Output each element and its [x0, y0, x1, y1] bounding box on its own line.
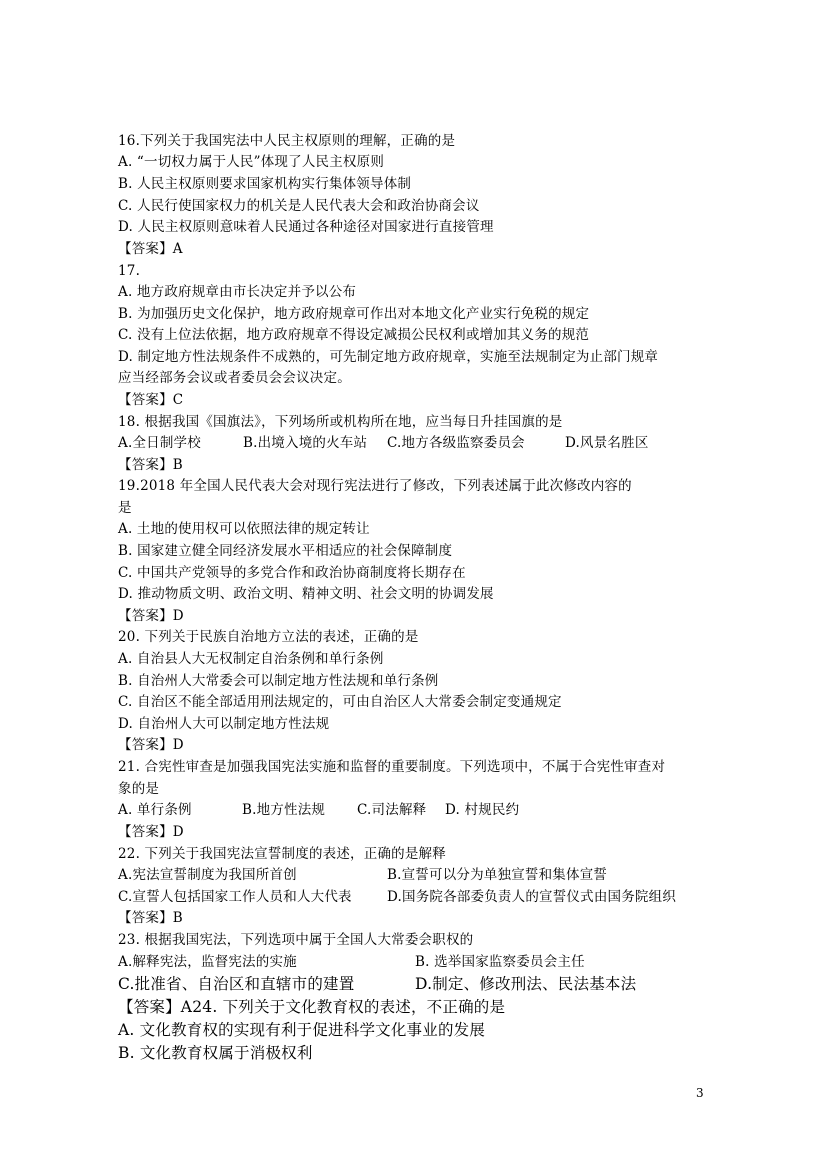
q16-answer: 【答案】A: [118, 241, 183, 257]
q24-option-b: B. 文化教育权属于消极权利: [118, 1044, 313, 1062]
q20-option-d: D. 自治州人大可以制定地方性法规: [118, 716, 330, 732]
q22-option-a: A.宪法宣誓制度为我国所首创: [118, 867, 297, 883]
q22-answer: 【答案】B: [118, 910, 183, 926]
q23-option-c: C.批准省、自治区和直辖市的建置: [118, 975, 355, 993]
q19-option-c: C. 中国共产党领导的多党合作和政治协商制度将长期存在: [118, 565, 466, 581]
q22-option-c: C.宣誓人包括国家工作人员和人大代表: [118, 889, 352, 905]
q23-stem: 23. 根据我国宪法，下列选项中属于全国人大常委会职权的: [118, 932, 474, 948]
q19-option-a: A. 土地的使用权可以依照法律的规定转让: [118, 521, 370, 537]
q18-answer: 【答案】B: [118, 457, 183, 473]
q16-stem: 16.下列关于我国宪法中人民主权原则的理解，正确的是: [118, 133, 456, 149]
q21-answer: 【答案】D: [118, 824, 184, 840]
q18-option-b: B.出境入境的火车站: [243, 435, 368, 451]
q17-option-a: A. 地方政府规章由市长决定并予以公布: [118, 284, 357, 300]
q17-option-b: B. 为加强历史文化保护，地方政府规章可作出对本地文化产业实行免税的规定: [118, 306, 590, 322]
q20-option-b: B. 自治州人大常委会可以制定地方性法规和单行条例: [118, 673, 439, 689]
q20-stem: 20. 下列关于民族自治地方立法的表述，正确的是: [118, 629, 419, 645]
q19-stem: 19.2018 年全国人民代表大会对现行宪法进行了修改，下列表述属于此次修改内容的: [118, 478, 632, 494]
q22-option-b: B.宣誓可以分为单独宣誓和集体宣誓: [387, 867, 608, 883]
q16-option-d: D. 人民主权原则意味着人民通过各种途径对国家进行直接管理: [118, 219, 494, 235]
q23-option-a: A.解释宪法，监督宪法的实施: [118, 954, 297, 970]
q21-option-d: D. 村规民约: [445, 802, 520, 818]
q18-option-c: C.地方各级监察委员会: [387, 435, 525, 451]
page-number: 3: [696, 1086, 704, 1100]
q22-stem: 22. 下列关于我国宪法宣誓制度的表述，正确的是解释: [118, 846, 446, 862]
q23-option-d: D.制定、修改刑法、民法基本法: [415, 975, 637, 993]
q19-stem-cont: 是: [118, 500, 132, 516]
q19-option-b: B. 国家建立健全同经济发展水平相适应的社会保障制度: [118, 543, 453, 559]
q16-option-c: C. 人民行使国家权力的机关是人民代表大会和政治协商会议: [118, 198, 480, 214]
q17-option-d-cont: 应当经部务会议或者委员会会议决定。: [118, 370, 351, 386]
q23-option-b: B. 选举国家监察委员会主任: [415, 954, 585, 970]
q20-option-a: A. 自治县人大无权制定自治条例和单行条例: [118, 651, 384, 667]
q16-option-b: B. 人民主权原则要求国家机构实行集体领导体制: [118, 176, 412, 192]
q19-option-d: D. 推动物质文明、政治文明、精神文明、社会文明的协调发展: [118, 586, 494, 602]
q20-answer: 【答案】D: [118, 737, 184, 753]
q18-stem: 18. 根据我国《国旗法》，下列场所或机构所在地，应当每日升挂国旗的是: [118, 414, 563, 430]
q23-answer-q24-stem: 【答案】A24. 下列关于文化教育权的表述，不正确的是: [118, 998, 506, 1016]
q17-option-c: C. 没有上位法依据，地方政府规章不得设定减损公民权利或增加其义务的规范: [118, 327, 590, 343]
q18-option-d: D.风景名胜区: [565, 435, 649, 451]
q21-option-c: C.司法解释: [357, 802, 427, 818]
q21-stem: 21. 合宪性审查是加强我国宪法实施和监督的重要制度。下列选项中，不属于合宪性审查对: [118, 759, 666, 775]
q20-option-c: C. 自治区不能全部适用刑法规定的，可由自治区人大常委会制定变通规定: [118, 694, 562, 710]
q17-stem: 17.: [118, 263, 141, 279]
q22-option-d: D.国务院各部委负责人的宣誓仪式由国务院组织: [387, 889, 677, 905]
q17-option-d: D. 制定地方性法规条件不成熟的，可先制定地方政府规章，实施至法规制定为止部门规章: [118, 349, 659, 365]
q21-option-b: B.地方性法规: [242, 802, 326, 818]
q24-option-a: A. 文化教育权的实现有利于促进科学文化事业的发展: [118, 1021, 486, 1039]
q21-stem-cont: 象的是: [118, 781, 160, 797]
q17-answer: 【答案】C: [118, 392, 184, 408]
q18-option-a: A.全日制学校: [118, 435, 201, 451]
q19-answer: 【答案】D: [118, 608, 184, 624]
q16-option-a: A. “一切权力属于人民”体现了人民主权原则: [118, 154, 385, 170]
q21-option-a: A. 单行条例: [118, 802, 192, 818]
